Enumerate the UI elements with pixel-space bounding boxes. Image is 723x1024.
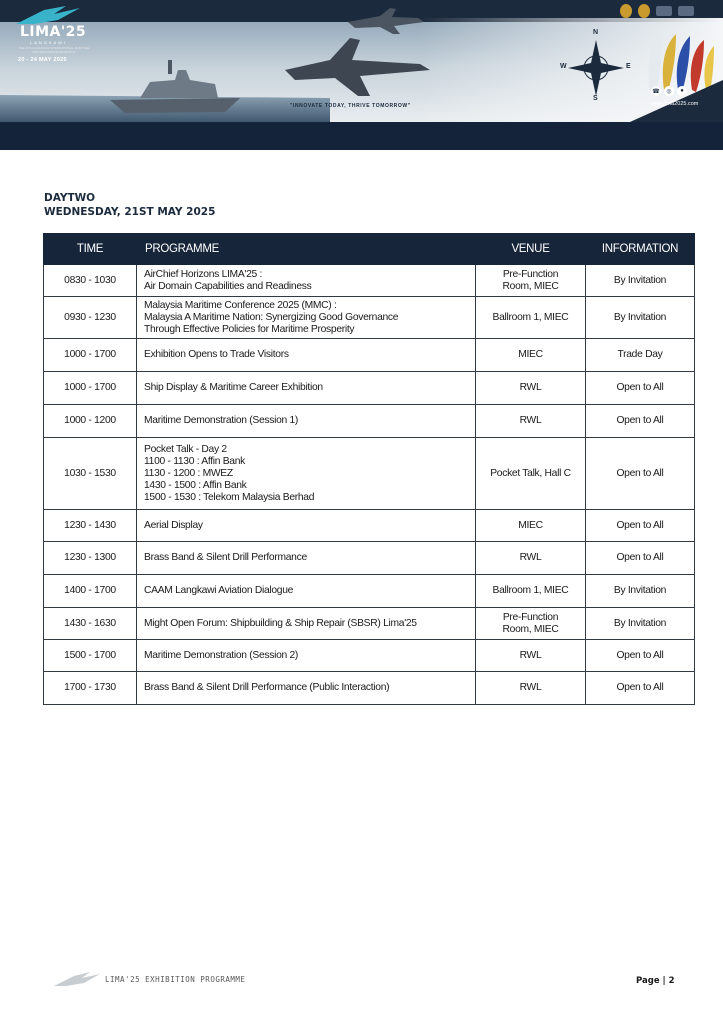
cell-venue <box>476 265 586 297</box>
table-row <box>44 542 695 575</box>
ministry-crest-icon <box>638 4 650 18</box>
cell-venue <box>476 339 586 372</box>
chat-icon[interactable]: ● <box>677 86 687 96</box>
venue-line: RWL <box>519 552 542 563</box>
schedule-body <box>44 265 695 705</box>
cell-venue <box>476 575 586 608</box>
agency-logo-icon <box>656 6 672 16</box>
crest-icon <box>620 4 632 18</box>
cell-venue <box>476 405 586 438</box>
malaysia-logo-icon <box>678 6 694 16</box>
schedule-table <box>43 233 695 705</box>
cell-venue <box>476 608 586 640</box>
table-row <box>44 297 695 339</box>
cell-information: Open to All <box>586 372 695 405</box>
programme-line: 1500 - 1530 : Telekom Malaysia Berhad <box>144 491 315 503</box>
programme-line: 1130 - 1200 : MWEZ <box>144 467 233 479</box>
cell-venue <box>476 438 586 510</box>
cell-information: Trade Day <box>586 339 695 372</box>
tagline: "INNOVATE TODAY, THRIVE TOMORROW" <box>290 103 411 109</box>
cell-time: 1230 - 1300 <box>44 542 137 575</box>
cell-venue <box>476 510 586 542</box>
programme-line: Ship Display & Maritime Career Exhibition <box>144 382 323 393</box>
programme-line: Malaysia Maritime Conference 2025 (MMC) : <box>144 299 337 311</box>
venue-line: Room, MIEC <box>502 623 559 635</box>
logo-dates: 20 - 24 MAY 2025 <box>18 57 67 63</box>
cell-venue <box>476 372 586 405</box>
programme-line: 1100 - 1130 : Affin Bank <box>144 455 245 467</box>
footer-lima-logo-icon <box>52 970 102 990</box>
venue-line: Ballroom 1, MIEC <box>492 585 569 596</box>
cell-programme <box>137 510 476 542</box>
cell-time: 1500 - 1700 <box>44 640 137 672</box>
programme-line: Air Domain Capabilities and Readiness <box>144 280 312 292</box>
table-row <box>44 339 695 372</box>
compass-east: E <box>626 63 631 70</box>
cell-time: 1230 - 1430 <box>44 510 137 542</box>
table-header-row <box>44 234 695 265</box>
programme-line: Might Open Forum: Shipbuilding & Ship Repair (SBSR) Lima'25 <box>144 617 417 629</box>
cell-time: 1000 - 1700 <box>44 372 137 405</box>
header-information: INFORMATION <box>586 234 695 265</box>
table-row <box>44 372 695 405</box>
cell-time: 1700 - 1730 <box>44 672 137 705</box>
venue-line: RWL <box>519 682 542 693</box>
cell-venue <box>476 672 586 705</box>
cell-information: Open to All <box>586 542 695 575</box>
venue-line: Pocket Talk, Hall C <box>490 467 571 479</box>
cell-information: By Invitation <box>586 575 695 608</box>
programme-line: Maritime Demonstration (Session 1) <box>144 415 299 426</box>
phone-icon[interactable]: ☎ <box>651 86 661 96</box>
cell-programme <box>137 297 476 339</box>
cell-time: 1000 - 1700 <box>44 339 137 372</box>
day-date: WEDNESDAY, 21ST MAY 2025 <box>44 206 216 218</box>
programme-line: AirChief Horizons LIMA'25 : <box>144 268 263 280</box>
header-programme: PROGRAMME <box>137 234 476 265</box>
cell-time: 1030 - 1530 <box>44 438 137 510</box>
programme-line: Brass Band & Silent Drill Performance <box>144 552 307 563</box>
venue-line: RWL <box>519 415 542 426</box>
cell-programme <box>137 542 476 575</box>
cell-information: By Invitation <box>586 265 695 297</box>
cell-information: Open to All <box>586 405 695 438</box>
table-row <box>44 265 695 297</box>
cell-information: Open to All <box>586 640 695 672</box>
compass-north: N <box>593 29 599 36</box>
cell-time: 1400 - 1700 <box>44 575 137 608</box>
web-icon[interactable]: ◎ <box>664 86 674 96</box>
table-row <box>44 405 695 438</box>
cell-venue <box>476 297 586 339</box>
cell-information: By Invitation <box>586 608 695 640</box>
website-link[interactable]: www.lima2025.com <box>651 101 699 107</box>
venue-line: Pre-Function <box>502 611 559 623</box>
compass-south: S <box>593 95 598 102</box>
cell-venue <box>476 542 586 575</box>
header-venue: VENUE <box>476 234 586 265</box>
venue-line: MIEC <box>518 349 543 360</box>
cell-programme <box>137 640 476 672</box>
table-row <box>44 438 695 510</box>
programme-line: Pocket Talk - Day 2 <box>144 443 227 455</box>
cell-information: Open to All <box>586 672 695 705</box>
table-row <box>44 640 695 672</box>
table-row <box>44 575 695 608</box>
programme-line: 1430 - 1500 : Affin Bank <box>144 479 247 491</box>
venue-line: MIEC <box>518 519 543 531</box>
venue-line: RWL <box>519 382 542 393</box>
government-logos <box>620 4 694 18</box>
cell-venue <box>476 640 586 672</box>
cell-programme <box>137 438 476 510</box>
cell-programme <box>137 608 476 640</box>
cell-programme <box>137 672 476 705</box>
programme-line: Malaysia A Maritime Nation: Synergizing Good Governance <box>144 311 399 323</box>
cell-time: 0930 - 1230 <box>44 297 137 339</box>
venue-line: Room, MIEC <box>502 280 559 292</box>
programme-line: Maritime Demonstration (Session 2) <box>144 649 299 661</box>
cell-programme <box>137 575 476 608</box>
table-row <box>44 608 695 640</box>
programme-line: Brass Band & Silent Drill Performance (Public Interaction) <box>144 682 390 693</box>
cell-programme <box>137 339 476 372</box>
cell-programme <box>137 265 476 297</box>
cell-programme <box>137 405 476 438</box>
cell-information: Open to All <box>586 510 695 542</box>
table-row <box>44 672 695 705</box>
programme-line: Through Effective Policies for Maritime Prosperity <box>144 323 355 335</box>
programme-line: CAAM Langkawi Aviation Dialogue <box>144 585 294 596</box>
cell-programme <box>137 372 476 405</box>
venue-line: Pre-Function <box>502 268 559 280</box>
day-title: DAYTWO <box>44 192 96 204</box>
cell-time: 1000 - 1200 <box>44 405 137 438</box>
compass-west: W <box>560 63 567 70</box>
programme-line: Exhibition Opens to Trade Visitors <box>144 349 289 360</box>
social-icons <box>651 86 687 96</box>
cell-time: 1430 - 1630 <box>44 608 137 640</box>
cell-time: 0830 - 1030 <box>44 265 137 297</box>
table-row <box>44 510 695 542</box>
logo-title: LIMA'25 <box>20 24 87 40</box>
banner-strip <box>0 122 723 150</box>
header-banner <box>0 0 723 150</box>
cell-information: Open to All <box>586 438 695 510</box>
header-time: TIME <box>44 234 137 265</box>
day-heading <box>44 191 215 219</box>
venue-line: RWL <box>519 649 542 661</box>
cell-information: By Invitation <box>586 297 695 339</box>
footer-text: LIMA'25 EXHIBITION PROGRAMME <box>105 975 246 984</box>
programme-line: Aerial Display <box>144 519 203 531</box>
venue-line: Ballroom 1, MIEC <box>492 311 569 323</box>
page-number: Page | 2 <box>636 976 675 986</box>
logo-description: THE 17TH LANGKAWI INTERNATIONAL MARITIME AND AEROSPACE EXHIBITION <box>18 46 90 54</box>
logo-subtitle: LANGKAWI <box>30 40 67 45</box>
